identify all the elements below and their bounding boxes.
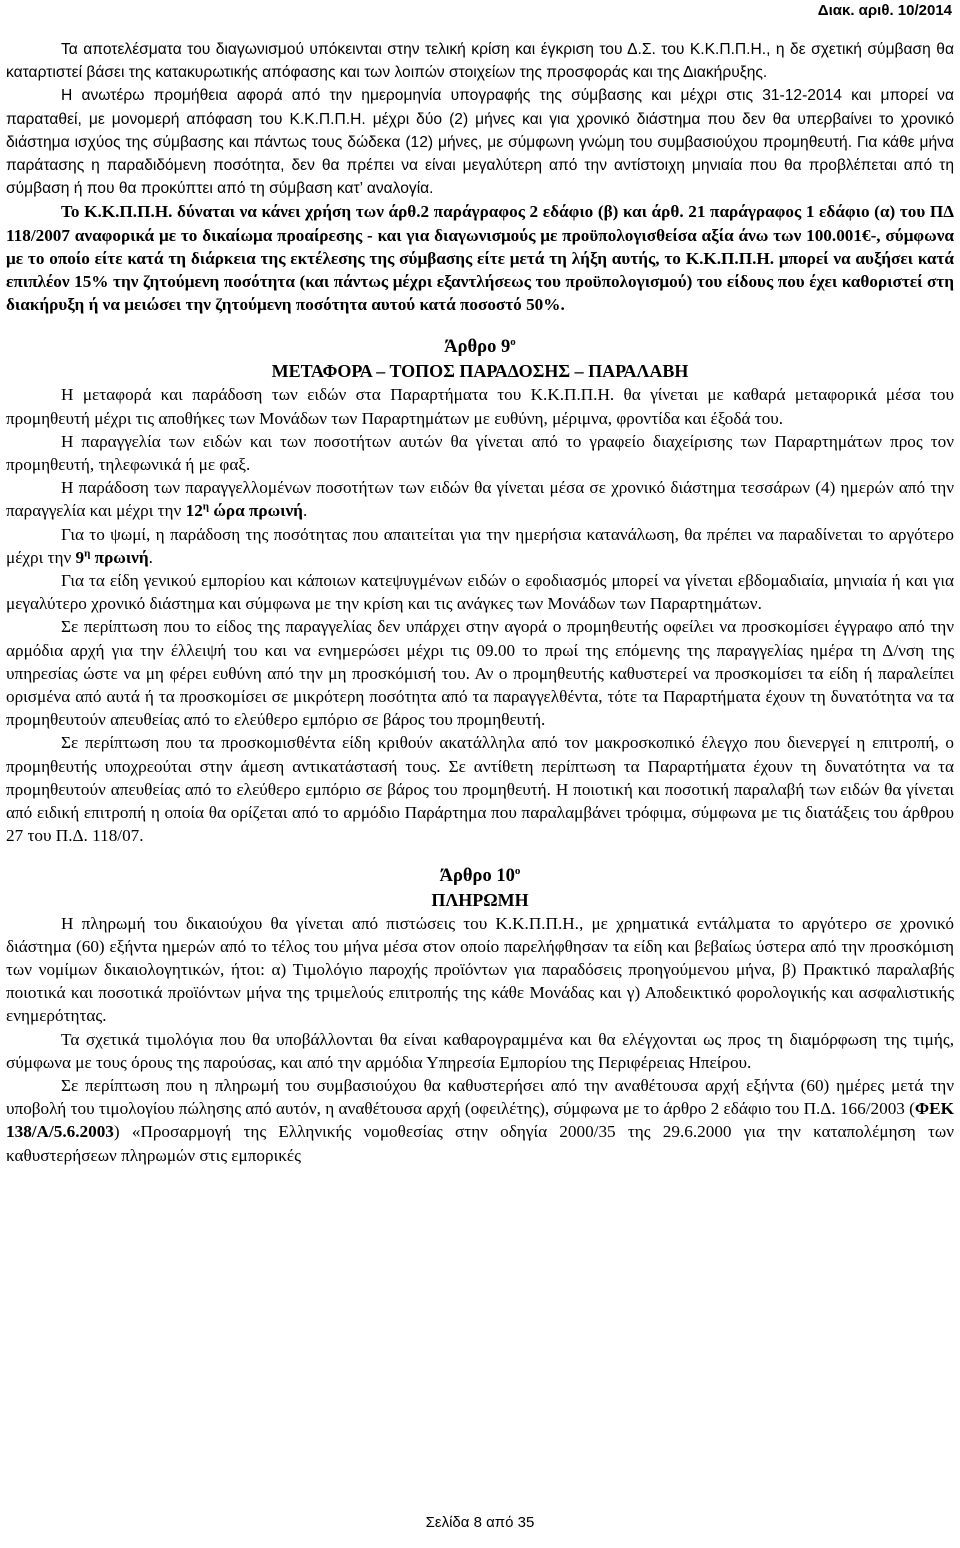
document-body <box>6 38 954 1167</box>
article-9-sup: ο <box>510 336 516 349</box>
paragraph-text: Για το ψωμί, η παράδοση της ποσότητας που απαιτείται για την ημερήσια κατανάλωση, θα πρέπει να παραδίνεται το αργότερο μέχρι την <box>6 524 954 567</box>
paragraph-end: ) «Προσαρμογή της Ελληνικής νομοθεσίας στην οδηγία 2000/35 της 29.6.2000 για την καταπολέμηση των καθυστερήσεων πληρωμών στις εμπορικές <box>6 1122 954 1165</box>
article-10-heading <box>6 864 954 888</box>
article-9-paragraph-6: Σε περίπτωση που το είδος της παραγγελίας δεν υπάρχει στην αγορά ο προμηθευτής οφείλει να προσκομίσει έγγραφο από την αρμόδια αρχή για την έλλειψή του και να ενημερώσει μέχρι τις 09.00 το πρωί της επόμενης της παραγγελίας ημέρα τη Δ/νση της υπηρεσίας ώστε να μη φέρει ευθύνη από την μη προσκόμισή του. Αν ο προμηθευτής καθυστερεί να προσκομίσει τα είδη ή παραλείπει ορισμένα από αυτά ή τα προσκομίσει σε μικρότερη ποσότητα από τα παραγγελθέντα, τότε τα Παραρτήματα έχουν τη δυνατότητα να τα προμηθευτούν απευθείας από το ελεύθερο εμπόριο σε βάρος του προμηθευτή. <box>6 617 954 730</box>
article-9-paragraph-1: Η μεταφορά και παράδοση των ειδών στα Παραρτήματα του Κ.Κ.Π.Π.Η. θα γίνεται με καθαρά μεταφορικά μέσα του προμηθευτή μέχρι τις αποθήκες των Μονάδων των Παραρτημάτων με ευθύνη, μέριμνα, φροντίδα και έξοδά του. <box>6 385 954 428</box>
article-9-paragraph-2: Η παραγγελία των ειδών και των ποσοτήτων αυτών θα γίνεται από το γραφείο διαχείρισης των Παραρτημάτων προς τον προμηθευτή, τηλεφωνικά ή με φαξ. <box>6 431 954 475</box>
paragraph-text: Η παράδοση των παραγγελλομένων ποσοτήτων των ειδών θα γίνεται μέσα σε χρονικό διάστημα τεσσάρων (4) ημερών από την παραγγελία και μέχρι την <box>6 478 954 521</box>
article-9-paragraph-3 <box>6 476 954 522</box>
paragraph-end: . <box>148 547 153 567</box>
document-reference: Διακ. αριθ. 10/2014 <box>817 2 952 19</box>
hour-sup: η <box>84 547 91 560</box>
page-number: Σελίδα 8 από 35 <box>425 1514 535 1531</box>
article-10-paragraph-2: Τα σχετικά τιμολόγια που θα υποβάλλονται θα είναι καθαρογραμμένα και θα ελέγχονται ως προς τη διαμόρφωση της τιμής, σύμφωνα με τους όρους της παρούσας, και από την αρμόδια Υπηρεσία Εμπορίου της Περιφέρειας Ηπείρου. <box>6 1029 954 1072</box>
option-right-paragraph: Το Κ.Κ.Π.Π.Η. δύναται να κάνει χρήση των άρθ.2 παράγραφος 2 εδάφιο (β) και άρθ. 21 παράγραφος 1 εδάφιο (α) του ΠΔ 118/2007 αναφορικά με το δικαίωμα προαίρεσης - και για διαγωνισμούς με προϋπολογισθείσα αξία άνω των 100.001€-, σύμφωνα με το οποίο είτε κατά τη διάρκεια της εκτέλεσης της σύμβασης είτε μετά τη λήξη αυτής, το Κ.Κ.Π.Π.Η. μπορεί να αυξήσει κατά επιπλέον 15% την ζητούμενη ποσότητα (και πάντως μέχρι εξαντλήσεως του προϋπολογισμού) του είδους που έχει καθοριστεί στη διακήρυξη ή να μειώσει την ζητούμενη ποσότητα αυτού κατά ποσοστό 50%. <box>6 202 954 315</box>
article-10-paragraph-1: Η πληρωμή του δικαιούχου θα γίνεται από πιστώσεις του Κ.Κ.Π.Π.Η., με χρηματικά εντάλματα το αργότερο σε χρονικό διάστημα (60) εξήντα ημερών από το τέλος του μήνα μέσα στον οποίο παρελήφθησαν τα είδη και βεβαίως ύστερα από την προσκόμιση των νομίμων δικαιολογητικών, ήτοι: α) Τιμολόγιο παροχής προϊόντων για παραδόσεις προηγούμενου μήνα, β) Πρακτικό παραλαβής ποιοτικά και ποσοτικά προϊόντων μήνα της τριμελούς επιτροπής της κάθε Μονάδας και γ) Αποδεικτικό φορολογικής και ασφαλιστικής ενημερότητας. <box>6 913 954 1026</box>
article-10-title: ΠΛΗΡΩΜΗ <box>431 889 529 910</box>
bold-gazette-ref: ΦΕΚ 138/Α/5.6.2003 <box>6 1099 954 1142</box>
article-10-paragraph-3 <box>6 1074 954 1167</box>
paragraph-text: Σε περίπτωση που η πληρωμή του συμβασιούχου θα καθυστερήσει από την αναθέτουσα αρχή εξήντα (60) ημέρες μετά την υποβολή του τιμολογίου πώλησης από αυτόν, η αναθέτουσα αρχή (οφειλέτης), σύμφωνα με το άρθρο 2 εδάφιο του Π.Δ. 166/2003 ( <box>6 1075 954 1119</box>
bold-morning: πρωινή <box>90 547 149 567</box>
results-paragraph: Τα αποτελέσματα του διαγωνισμού υπόκεινται στην τελική κρίση και έγκριση του Δ.Σ. του Κ.Κ.Π.Π.Η., η δε σχετική σύμβαση θα καταρτιστεί βάσει της κατακυρωτικής απόφασης και των λοιπών στοιχείων της προσφοράς και της Διακήρυξης. <box>6 41 954 82</box>
duration-paragraph: Η ανωτέρω προμήθεια αφορά από την ημερομηνία υπογραφής της σύμβασης και μέχρι στις 31-12-2014 και μπορεί να παραταθεί, με μονομερή απόφαση του Κ.Κ.Π.Π.Η. μέχρι δύο (2) μήνες και για χρονικό διάστημα που δεν θα υπερβαίνει το χρονικό διάστημα ισχύος της σύμβασης και πάντως τους δώδεκα (12) μήνες, με σύμφωνη γνώμη του συμβασιούχου προμηθευτή. Για κάθε μήνα παράτασης η παραδιδόμενη ποσότητα, δεν θα πρέπει να είναι μεγαλύτερη από την αντίστοιχη μηνιαία που θα προβλέπεται από τη σύμβαση ή που θα προκύπτει από τη σύμβαση κατ’ αναλογία. <box>6 87 954 198</box>
bold-hour: 9 <box>75 547 85 567</box>
article-10-sup: ο <box>514 864 521 877</box>
bold-hour: 12 <box>185 501 203 521</box>
hour-sup: η <box>202 500 210 513</box>
article-9-heading <box>6 335 954 359</box>
article-10-number: Άρθρο 10 <box>439 865 515 886</box>
article-9-number: Άρθρο 9 <box>444 337 511 358</box>
article-9-paragraph-7: Σε περίπτωση που τα προσκομισθέντα είδη κριθούν ακατάλληλα από τον μακροσκοπικό έλεγχο που διενεργεί η επιτροπή, ο προμηθευτής υποχρεούται στην άμεση αντικατάστασή τους. Σε αντίθετη περίπτωση τα Παραρτήματα έχουν τη δυνατότητα να τα προμηθευτούν απευθείας από το ελεύθερο εμπόριο σε βάρος του προμηθευτή. Η ποιοτική και ποσοτική παραλαβή των ειδών θα γίνεται από ειδική επιτροπή η οποία θα ορίζεται από το αρμόδιο Παράρτημα που παραλαμβάνει τρόφιμα, σύμφωνα με τις διατάξεις του άρθρου 27 του Π.Δ. 118/07. <box>6 733 954 846</box>
article-9-paragraph-5: Για τα είδη γενικού εμπορίου και κάποιων κατεψυγμένων ειδών ο εφοδιασμός μπορεί να γίνεται εβδομαδιαία, μηνιαία ή και για μεγαλύτερο χρονικό διάστημα και σύμφωνα με την κρίση και τις ανάγκες των Μονάδων των Παραρτημάτων. <box>6 571 954 614</box>
article-9-title: ΜΕΤΑΦΟΡΑ – ΤΟΠΟΣ ΠΑΡΑΔΟΣΗΣ – ΠΑΡΑΛΑΒΗ <box>271 361 689 382</box>
bold-morning: ώρα πρωινή <box>209 501 303 521</box>
paragraph-end: . <box>302 501 308 521</box>
article-9-paragraph-4 <box>6 523 954 569</box>
